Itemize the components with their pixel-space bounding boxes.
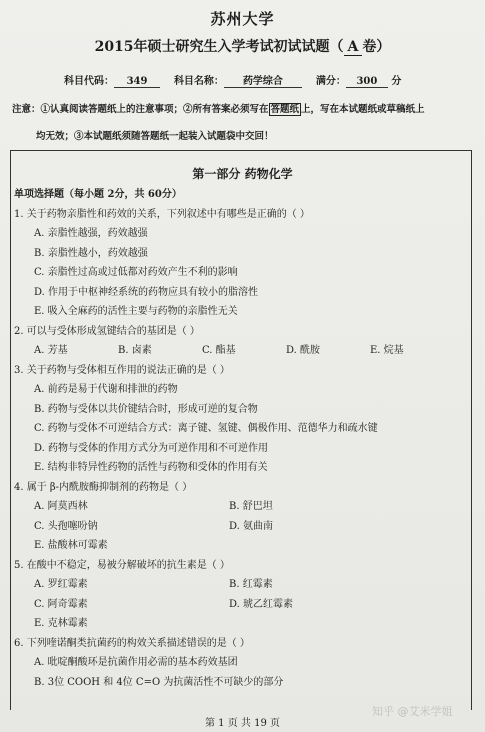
question-6-stem: 6. 下列喹诺酮类抗菌药的构效关系描述错误的是（ ） <box>14 637 250 649</box>
question-1-option-b: B. 亲脂性越小，药效越强 <box>34 247 148 259</box>
name-value: 药学综合 <box>224 72 302 88</box>
question-1-stem: 1. 关于药物亲脂性和药效的关系，下列叙述中有哪些是正确的（ ） <box>14 208 310 220</box>
question-5-options-ab <box>14 575 469 595</box>
question-2-stem: 2. 可以与受体形成氢键结合的基团是（ ） <box>14 325 200 337</box>
exam-title-suffix: 卷） <box>362 39 391 55</box>
question-2-option-a: A. 芳基 <box>34 345 68 356</box>
question-1-option-c: C. 亲脂性过高或过低都对药效产生不利的影响 <box>34 267 238 278</box>
question-4-option-c: C. 头孢噻吩钠 <box>34 520 98 532</box>
question-4-option-a: A. 阿莫西林 <box>34 501 88 512</box>
notice <box>12 96 474 150</box>
question-3-option-b: B. 药物与受体以共价键结合时，形成可逆的复合物 <box>34 403 258 415</box>
score-value: 300 <box>346 76 388 88</box>
subject-meta <box>64 72 401 88</box>
paper-letter: A <box>344 39 363 56</box>
question-4-option-d: D. 氨曲南 <box>229 520 274 532</box>
question-2-option-d: D. 酰胺 <box>286 345 321 356</box>
question-3-option-d: D. 药物与受体的作用方式分为可逆作用和不可逆作用 <box>34 442 269 454</box>
code-label: 科目代码： <box>64 76 114 87</box>
question-5-option-c: C. 阿奇霉素 <box>34 598 88 610</box>
page-footer: 第 1 页 共 19 页 <box>205 718 280 729</box>
answer-sheet-box: 答题纸 <box>270 104 300 115</box>
question-5-option-a: A. 罗红霉素 <box>34 579 88 590</box>
question-5-option-b: B. 红霉素 <box>229 579 273 590</box>
notice-text-b: 上，写在本试题纸或草稿纸上 <box>301 104 425 115</box>
question-5-option-d: D. 琥乙红霉素 <box>229 598 294 610</box>
university-name: 苏州大学 <box>210 10 275 28</box>
question-5-options-cd <box>14 595 469 615</box>
part-title: 第一部分 药物化学 <box>192 167 293 181</box>
section-header: 单项选择题（每小题 2分，共 60分） <box>14 189 182 200</box>
question-4-option-b: B. 舒巴坦 <box>229 501 273 512</box>
notice-line-1 <box>12 96 474 123</box>
question-3-option-a: A. 前药是易于代谢和排泄的药物 <box>34 384 178 395</box>
question-4-options-ab <box>14 497 469 517</box>
name-label: 科目名称： <box>173 76 224 87</box>
question-2-option-b: B. 卤素 <box>118 345 152 356</box>
question-4-options-cd <box>14 517 469 537</box>
question-1-option-d: D. 作用于中枢神经系统的药物应具有较小的脂溶性 <box>34 286 259 298</box>
score-unit: 分 <box>391 76 402 87</box>
code-value: 349 <box>114 76 160 88</box>
question-1-option-a: A. 亲脂性越强，药效越强 <box>34 228 148 239</box>
exam-title-text: 2015年硕士研究生入学考试初试试题（ <box>94 39 344 55</box>
notice-text-a: 注意：①认真阅读答题纸上的注意事项；②所有答案必须写在 <box>12 104 269 115</box>
question-2-option-c: C. 酯基 <box>202 345 236 356</box>
question-3-option-e: E. 结构非特异性药物的活性与药物和受体的作用有关 <box>34 462 268 473</box>
question-3-option-c: C. 药物与受体不可逆结合方式：离子键、氢键、偶极作用、范德华力和疏水键 <box>34 423 378 434</box>
question-2-options <box>14 341 469 361</box>
question-2-option-e: E. 烷基 <box>370 345 404 356</box>
exam-title <box>0 36 485 56</box>
question-3-stem: 3. 关于药物与受体相互作用的说法正确的是（ ） <box>14 364 230 376</box>
question-list <box>14 185 469 692</box>
question-6-option-a: A. 吡啶酮酸环是抗菌作用必需的基本药效基团 <box>34 657 238 668</box>
question-5-stem: 5. 在酸中不稳定，易被分解破坏的抗生素是（ ） <box>14 559 230 571</box>
question-1-option-e: E. 吸入全麻药的活性主要与药物的亲脂性无关 <box>34 306 238 317</box>
score-label: 满分： <box>315 76 346 87</box>
watermark: 知乎 @艾米学姐 <box>372 705 453 718</box>
question-6-option-b: B. 3位 COOH 和 4位 C=O 为抗菌活性不可缺少的部分 <box>34 676 284 688</box>
question-4-option-e: E. 盐酸林可霉素 <box>34 540 108 551</box>
question-5-option-e: E. 克林霉素 <box>34 618 88 629</box>
notice-line-2: 均无效；③本试题纸须随答题纸一起装入试题袋中交回！ <box>36 131 274 142</box>
question-4-stem: 4. 属于 β-内酰胺酶抑制剂的药物是（ ） <box>14 481 193 493</box>
